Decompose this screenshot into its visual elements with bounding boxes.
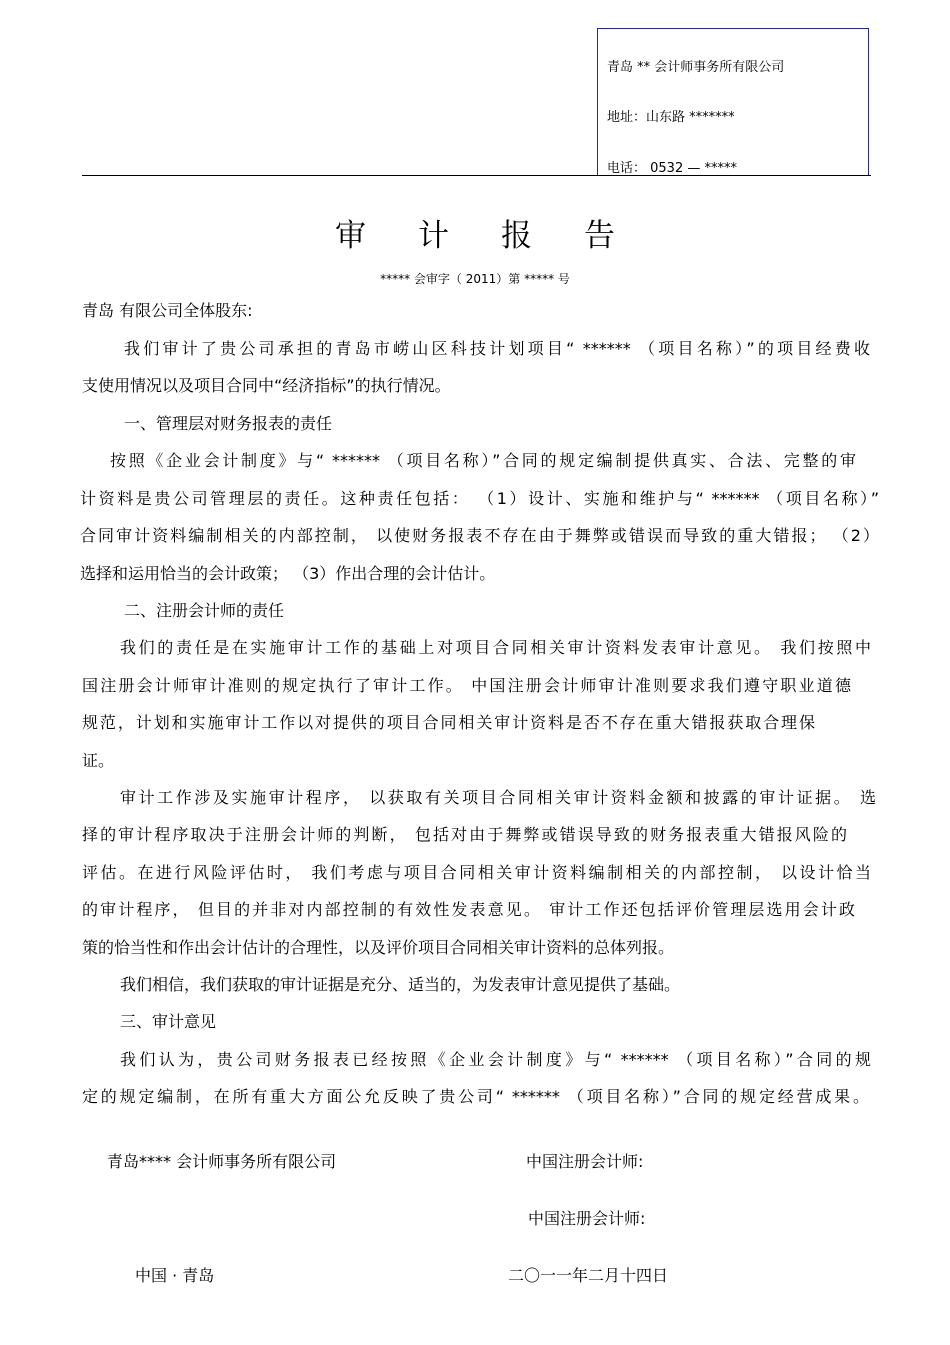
firm-header-box [597, 28, 869, 175]
body-line: 的审计程序， 但目的并非对内部控制的有效性发表意见。 审计工作还包括评价管理层选用会计政 [82, 900, 855, 919]
body-line: 国注册会计师审计准则的规定执行了审计工作。 中国注册会计师审计准则要求我们遵守职业道德 [82, 676, 851, 695]
document-number: ***** 会审字（ 2011）第 ***** 号 [380, 272, 570, 286]
signature-date: 二〇一一年二月十四日 [508, 1266, 669, 1285]
section-heading: 二、注册会计师的责任 [124, 601, 285, 620]
body-line: 选择和运用恰当的会计政策； （3）作出合理的会计估计。 [80, 564, 496, 583]
body-line: 支使用情况以及项目合同中“经济指标”的执行情况。 [82, 376, 451, 395]
body-line: 评估。在进行风险评估时， 我们考虑与项目合同相关审计资料编制相关的内部控制， 以设计恰当 [82, 863, 871, 882]
body-line: 证。 [82, 751, 115, 770]
body-line: 按照《企业会计制度》与“ ****** （项目名称）”合同的规定编制提供真实、合法、完整的审 [110, 451, 856, 470]
addressee: 青岛 有限公司全体股东: [82, 301, 253, 320]
signature-firm: 青岛**** 会计师事务所有限公司 [107, 1152, 337, 1171]
body-line: 策的恰当性和作出会计估计的合理性，以及评价项目合同相关审计资料的总体列报。 [82, 938, 675, 957]
firm-address: 地址：山东路 ******* [607, 110, 735, 125]
body-line: 我们的责任是在实施审计工作的基础上对项目合同相关审计资料发表审计意见。 我们按照中 [120, 638, 871, 657]
section-heading: 一、管理层对财务报表的责任 [124, 414, 333, 433]
signature-cpa-2: 中国注册会计师: [528, 1209, 646, 1228]
firm-name: 青岛 ** 会计师事务所有限公司 [607, 60, 785, 75]
body-line: 审计工作涉及实施审计程序， 以获取有关项目合同相关审计资料金额和披露的审计证据。 选 [120, 788, 876, 807]
section-heading: 三、审计意见 [120, 1012, 217, 1031]
body-line: 我们认为，贵公司财务报表已经按照《企业会计制度》与“ ****** （项目名称）”合同的规 [120, 1050, 871, 1069]
header-rule [82, 175, 871, 176]
signature-cpa-1: 中国注册会计师: [526, 1152, 644, 1171]
body-line: 合同审计资料编制相关的内部控制， 以使财务报表不存在由于舞弊或错误而导致的重大错报； （2） [80, 526, 879, 545]
report-title: 审计报告 [335, 218, 667, 254]
body-line: 我们相信，我们获取的审计证据是充分、适当的，为发表审计意见提供了基础。 [120, 975, 681, 994]
body-line: 规范，计划和实施审计工作以对提供的项目合同相关审计资料是否不存在重大错报获取合理保 [82, 713, 815, 732]
body-line: 定的规定编制，在所有重大方面公允反映了贵公司“ ****** （项目名称）”合同的规定经营成果。 [82, 1087, 869, 1106]
body-line: 我们审计了贵公司承担的青岛市崂山区科技计划项目“ ****** （项目名称）”的项目经费收 [124, 339, 870, 358]
firm-phone: 电话： 0532 — ***** [607, 161, 737, 176]
signature-location: 中国 · 青岛 [135, 1266, 215, 1285]
body-line: 择的审计程序取决于注册会计师的判断， 包括对由于舞弊或错误导致的财务报表重大错报风险的 [82, 825, 847, 844]
body-line: 计资料是贵公司管理层的责任。这种责任包括： （1）设计、实施和维护与“ ****** （项目名称）” [80, 489, 879, 508]
